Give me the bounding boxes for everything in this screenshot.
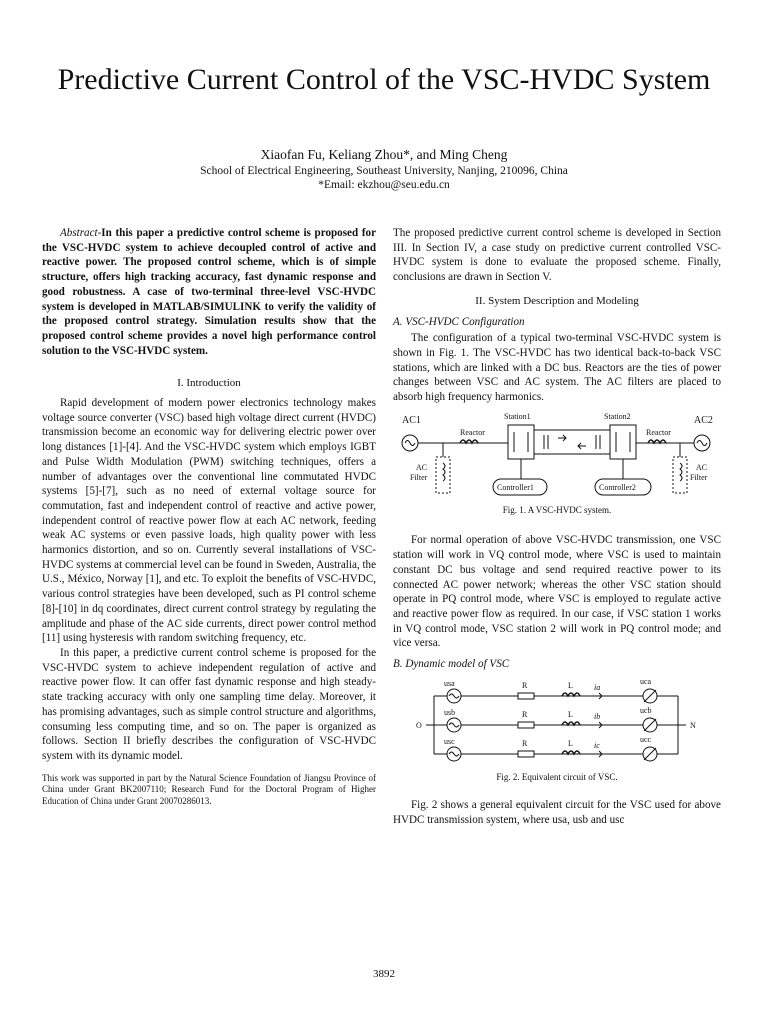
fig2-ia-label: ia: [594, 682, 601, 692]
intro-paragraph-1: Rapid development of modern power electronics technology makes voltage source converter (VSC) based high voltage direct current (HVDC) transmission become an economic way for delivering electric power over long distances [1]-[4]. And the VSC-HVDC system which employs IGBT and Pulse Width Modulation (PWM) switching techniques, offers a number of advantages over the conventional line commutated HVDC systems [5]-[7], such as no need of external voltage source for commutation, fast and independent control of reactive and active power, independent control of reactive power flow at each AC network, feeding weak AC systems or even passive loads, high quality power with less harmonics distortion, and so on. Currently several installations of VSC-HVDC systems at commercial level can be found in Sweden, Australia, the U.S., México, Norway [1], and etc. To exploit the benefits of VSC-HVDC, various control strategies have been developed, such as PI control scheme [8]-[10] in dq coordinates, direct current control strategy by regulating the amplitude and phase of the AC side currents, direct power control method [11] using hysteresis with random switching frequency, etc.: [42, 397, 376, 645]
fig2-usa-label: usa: [444, 678, 455, 688]
intro-paragraph-2: In this paper, a predictive current control scheme is proposed for the VSC-HVDC system to achieve independent regulation of active and reactive power flow. It can offer fast dynamic response and high steady-state tracking accuracy with only one sampling time delay. Moreover, it has promising advantages, such as simple control structure and algorithms, consuming less computing time, and so on. The paper is organized as follows. Section II briefly describes the configuration of VSC-HVDC system with its dynamic model.: [42, 646, 376, 762]
fig2-ucb-label: ucb: [640, 705, 652, 715]
fig2-r-label-c: R: [522, 738, 528, 748]
footnote: This work was supported in part by the Natural Science Foundation of Jiangsu Province of China under Grant BK2007110; Research Fund for the Doctoral Program of Higher Education of China under Grant 20070286013.: [42, 772, 376, 806]
affiliation: School of Electrical Engineering, Southeast University, Nanjing, 210096, China: [200, 165, 568, 177]
section-1-heading: I. Introduction: [177, 377, 241, 390]
email: *Email: ekzhou@seu.edu.cn: [318, 179, 450, 191]
subsection-a-paragraph-1: The configuration of a typical two-terminal VSC-HVDC system is shown in Fig. 1. The VSC-HVDC has two identical back-to-back VSC stations, which are linked with a DC bus. Reactors are the ties of power changes between VSC and AC system. The AC filters are placed to absorb high frequency harmonics.: [393, 332, 721, 404]
fig2-ib-label: ib: [594, 711, 601, 721]
subsection-b-paragraph-1: Fig. 2 shows a general equivalent circuit for the VSC used for above HVDC transmission system, where usa, usb and usc: [393, 799, 721, 827]
fig2-l-label-a: L: [568, 680, 573, 690]
fig2-ucc-label: ucc: [640, 734, 652, 744]
fig1-station2-label: Station2: [604, 411, 631, 421]
resistor-c-icon: [518, 751, 534, 757]
fig1-ac-left-label: AC: [416, 462, 428, 472]
figure-2-caption: Fig. 2. Equivalent circuit of VSC.: [496, 771, 618, 782]
fig2-r-label-b: R: [522, 709, 528, 719]
fig2-ic-label: ic: [594, 740, 600, 750]
fig1-ac2-label: AC2: [694, 414, 713, 426]
fig1-reactor-left-label: Reactor: [460, 427, 485, 437]
paper-title: Predictive Current Control of the VSC-HVDC System: [57, 63, 711, 96]
subsection-b-heading: B. Dynamic model of VSC: [393, 658, 510, 671]
right-paragraph-1: The proposed predictive current control scheme is developed in Section III. In Section IV, a case study on predictive current controlled VSC-HVDC system is done to evaluate the proposed scheme. Finally, conclusions are drawn in Section V.: [393, 227, 721, 284]
abstract-text: In this paper a predictive control scheme is proposed for the VSC-HVDC system to achieve decoupled control of active and reactive power. The proposed control scheme, which is of simple structure, offers high tracking accuracy, fast dynamic response and good robustness. A case of two-terminal three-level VSC-HVDC system is developed in MATLAB/SIMULINK to verify the validity of the proposed control strategy. Simulation results show that the proposed control scheme provides a novel high performance control solution to the VSC-HVDC system.: [42, 227, 376, 357]
fig1-filter-right-label: Filter: [690, 472, 708, 482]
fig1-controller2-label: Controller2: [599, 482, 636, 492]
figure-2-diagram: [412, 674, 702, 770]
fig1-ac-right-label: AC: [696, 462, 708, 472]
affiliation-block: [40, 164, 728, 192]
station1-box: [508, 425, 534, 459]
left-column: [42, 226, 376, 807]
fig1-ac1-label: AC1: [402, 414, 421, 426]
fig2-uca-label: uca: [640, 676, 652, 686]
abstract: [42, 226, 376, 358]
fig2-usc-label: usc: [444, 736, 455, 746]
fig2-n-label: N: [690, 720, 696, 730]
abstract-label: Abstract-: [60, 227, 102, 239]
fig2-r-label-a: R: [522, 680, 528, 690]
paper-authors: Xiaofan Fu, Keliang Zhou*, and Ming Cheng: [260, 147, 508, 162]
fig2-usb-label: usb: [444, 707, 456, 717]
page-number: 3892: [373, 968, 395, 980]
section-2-heading: II. System Description and Modeling: [475, 294, 639, 307]
subsection-a-heading: A. VSC-HVDC Configuration: [393, 315, 525, 328]
fig1-station1-label: Station1: [504, 411, 531, 421]
fig1-filter-left-label: Filter: [410, 472, 428, 482]
figure-1-diagram: [398, 405, 716, 503]
station2-box: [610, 425, 636, 459]
resistor-a-icon: [518, 693, 534, 699]
figure-1-caption: Fig. 1. A VSC-HVDC system.: [502, 504, 612, 515]
fig1-reactor-right-label: Reactor: [646, 427, 671, 437]
fig2-l-label-b: L: [568, 709, 573, 719]
fig2-l-label-c: L: [568, 738, 573, 748]
subsection-a-paragraph-2: For normal operation of above VSC-HVDC transmission, one VSC station will work in VQ control mode, where VSC is used to maintain constant DC bus voltage and send required reactive power to its connected AC power network; whereas the other VSC station should operate in PQ control mode, where VSC is employed to regulate active and reactive power flow as required. In our case, if VSC station 1 works in VQ control mode, VSC station 2 will work in PQ control mode; and vice versa.: [393, 534, 721, 650]
fig2-o-label: O: [416, 720, 422, 730]
right-column: [393, 226, 721, 828]
resistor-b-icon: [518, 722, 534, 728]
fig1-controller1-label: Controller1: [497, 482, 534, 492]
